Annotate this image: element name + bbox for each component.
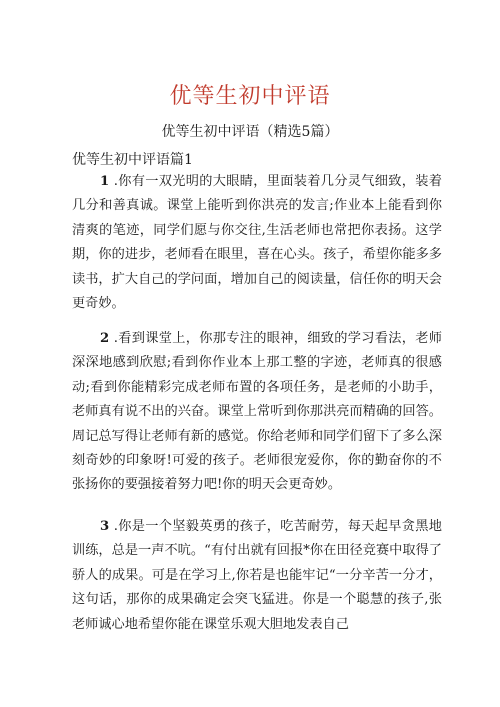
paragraph-number: 1 <box>100 174 110 189</box>
paragraph-2 <box>72 327 442 498</box>
paragraph-text: .你有一双光明的大眼睛，里面装着几分灵气细致，装着几分和善真诚。课堂上能听到你洪亮的发言;作业本上能看到你清爽的笔迹，同学们愿与你交往,生活老师也常把你表扬。这学期，你的进步，老师看在眼里，喜在心头。孩子，希望你能多多读书，扩大自己的学问面，增加自己的阅读量，信任你的明天会更奇妙。 <box>72 174 442 312</box>
document-title: 优等生初中评语 <box>169 84 331 109</box>
section-heading: 优等生初中评语篇1 <box>72 152 193 168</box>
document-subtitle: 优等生初中评语（精选5篇） <box>161 124 339 140</box>
paragraph-text: .你是一个坚毅英勇的孩子，吃苦耐劳，每天起早贪黑地训练，总是一声不吭。“有付出就有回报*你在田径竞赛中取得了骄人的成果。可是在学习上,你若是也能牢记“一分辛苦一分才，这句话，那你的成果确定会突飞猛进。你是一个聪慧的孩子,张老师诚心地希望你能在课堂乐观大胆地发表自己 <box>72 519 442 632</box>
paragraph-number: 2 <box>100 331 110 346</box>
paragraph-number: 3 <box>100 519 110 534</box>
paragraph-3 <box>72 515 442 637</box>
paragraph-1 <box>72 170 442 316</box>
paragraph-text: .看到课堂上，你那专注的眼神，细致的学习看法，老师深深地感到欣慰;看到你作业本上那工整的字迹，老师真的很感动;看到你能精彩完成老师布置的各项任务，是老师的小助手，老师真有说不出的兴奋。课堂上常听到你那洪亮而精确的回答。周记总写得让老师有新的感觉。你给老师和同学们留下了多么深刻奇妙的印象呀!可爱的孩子。老师很宠爱你，你的勤奋你的不张扬你的要强接着努力吧!你的明天会更奇妙。 <box>72 331 442 493</box>
